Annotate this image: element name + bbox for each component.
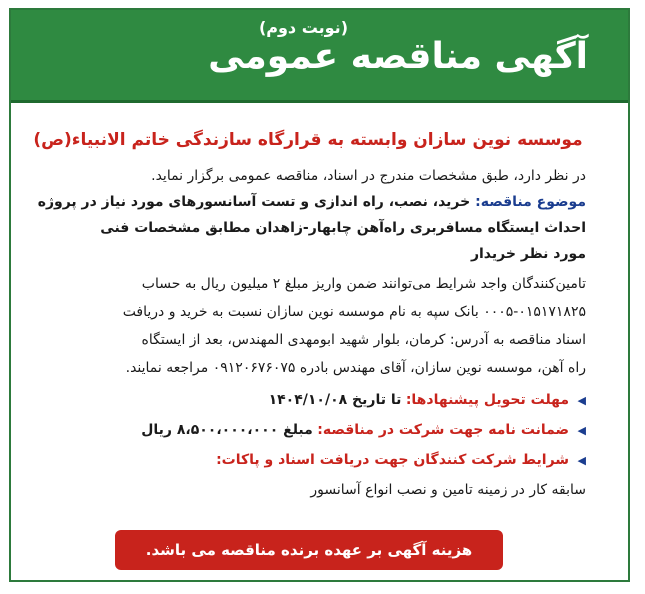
notice-frame	[9, 8, 630, 582]
subject-line-3: مورد نظر خریدار	[470, 246, 586, 262]
bullet-icon: ◀	[577, 454, 586, 467]
bullet-icon: ◀	[577, 424, 586, 437]
requirements-row	[26, 452, 586, 468]
guarantee-row	[26, 422, 586, 438]
deadline-row	[26, 392, 586, 408]
deadline-value: تا تاریخ ۱۴۰۴/۱۰/۰۸	[268, 392, 402, 408]
subject-line-2: احداث ایستگاه مسافربری راه‌آهن چابهار-زاهدان مطابق مشخصات فنی	[100, 220, 586, 236]
subject-label: موضوع مناقصه:	[475, 194, 586, 210]
organization-name: موسسه نوین سازان وابسته به قرارگاه سازندگی خاتم الانبیاء(ص)	[33, 130, 583, 150]
notice-header	[11, 10, 628, 103]
conditions-line-2: ۰۰۰۵-۰۱۵۱۷۱۸۲۵ بانک سپه به نام موسسه نوین سازان نسبت به خرید و دریافت	[122, 304, 586, 320]
notice-subtitle: (نوبت دوم)	[258, 18, 348, 37]
guarantee-label: ضمانت نامه جهت شرکت در مناقصه:	[317, 422, 570, 438]
bullet-icon: ◀	[577, 394, 586, 407]
requirements-value: سابقه کار در زمینه تامین و نصب انواع آسانسور	[310, 482, 586, 498]
conditions-line-3: اسناد مناقصه به آدرس: کرمان، بلوار شهید ابومهدی المهندس، بعد از ایستگاه	[141, 332, 586, 348]
footer-banner: هزینه آگهی بر عهده برنده مناقصه می باشد.	[115, 530, 503, 570]
intro-text: در نظر دارد، طبق مشخصات مندرج در اسناد، مناقصه عمومی برگزار نماید.	[151, 168, 586, 184]
deadline-label: مهلت تحویل پیشنهادها:	[405, 392, 570, 408]
notice-title: آگهی مناقصه عمومی	[208, 36, 588, 77]
subject-text-1: خرید، نصب، راه اندازی و تست آسانسورهای مورد نیاز در پروژه	[37, 194, 471, 210]
requirements-label: شرایط شرکت کنندگان جهت دریافت اسناد و پاکات:	[216, 452, 570, 468]
guarantee-value: مبلغ ۸،۵۰۰،۰۰۰،۰۰۰ ریال	[141, 422, 313, 438]
conditions-line-1: تامین‌کنندگان واجد شرایط می‌توانند ضمن واریز مبلغ ۲ میلیون ریال به حساب	[141, 276, 586, 292]
conditions-line-4: راه آهن، موسسه نوین سازان، آقای مهندس بادره ۰۹۱۲۰۶۷۶۰۷۵ مراجعه نمایند.	[125, 360, 586, 376]
subject-line-1	[26, 194, 586, 210]
